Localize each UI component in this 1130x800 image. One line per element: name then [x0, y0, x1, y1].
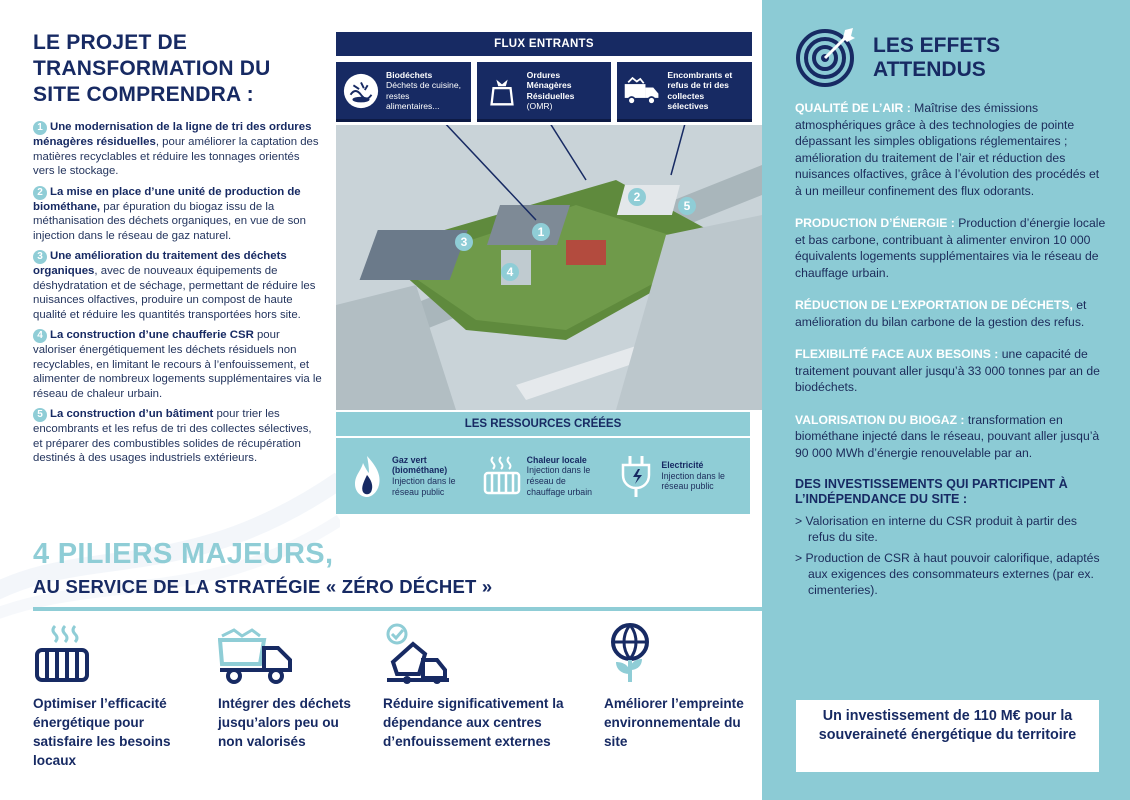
effect-energy-production: PRODUCTION D’ÉNERGIE : Production d’énergie locale et bas carbone, contribuant à alimenter environ 10 000 équivalents logements supplémentaires via le réseau de chauffage urbain.: [795, 216, 1106, 280]
flux-box-biowaste: Biodéchets Déchets de cuisine, restes alimentaires...: [336, 62, 471, 122]
number-badge: 1: [33, 121, 47, 135]
investments-list: [795, 513, 1107, 598]
pillar-label: Intégrer des déchets jusqu’alors peu ou non valorisés: [218, 696, 351, 749]
pillars-title: 4 PILIERS MAJEURS,: [33, 538, 334, 570]
pillars-subtitle: AU SERVICE DE LA STRATÉGIE « ZÉRO DÉCHET »: [33, 576, 493, 597]
resources-header: LES RESSOURCES CRÉÉES: [336, 412, 750, 436]
effect-flexibility: FLEXIBILITÉ FACE AUX BESOINS : une capacité de traitement pouvant aller jusqu’à 33 000 tonnes par an de biodéchets.: [795, 347, 1100, 394]
dump-truck-icon: [218, 622, 298, 686]
project-item: 4 La construction d’une chaufferie CSR pour valoriser énergétiquement les déchets résiduels non recyclables, en limitant le recours à l’enfouissement, et alimenter de nombreux logements supplémentaires via le réseau de chaleur urbain.: [33, 329, 322, 400]
aerial-illustration: [336, 125, 762, 410]
project-item: 3 Une amélioration du traitement des déchets organiques, avec de nouveaux équipements de déshydratation et de séchage, permettant de réduire les nuisances olfactives, produire un compost de haute qualité et réduire les quantités transportées hors site.: [33, 250, 316, 321]
effects-content: [795, 100, 1107, 603]
project-column: [33, 30, 323, 472]
flame-icon: [346, 453, 388, 499]
effect-air-quality: QUALITÉ DE L’AIR : Maîtrise des émissions atmosphériques grâce à des technologies de pointe dépassant les simples obligations réglementaires ; amélioration du traitement de l’air et réduction des nuisances olfactives, grâce à l’évolution des procédés et à un meilleur confinement des flux odorants.: [795, 101, 1100, 198]
project-list: [33, 120, 323, 466]
map-marker-3: 3: [455, 233, 473, 251]
globe-plant-icon: [604, 622, 668, 686]
reduce-landfill-icon: [383, 622, 453, 686]
pillar-energy: [33, 622, 193, 770]
pillar-integrate: [218, 622, 358, 751]
map-marker-4: 4: [501, 263, 519, 281]
flux-header: FLUX ENTRANTS: [336, 32, 752, 56]
biowaste-icon: [342, 72, 380, 110]
pillar-label: Optimiser l’efficacité énergétique pour satisfaire les besoins locaux: [33, 696, 171, 768]
target-icon: [795, 24, 859, 88]
resource-heat: Chaleur locale Injection dans le réseau de chauffage urbain: [481, 444, 606, 508]
investment-highlight-box: Un investissement de 110 M€ pour la souveraineté énergétique du territoire: [796, 700, 1099, 772]
project-item: 2 La mise en place d’une unité de production de biométhane, par épuration du biogaz issu de la méthanisation des déchets organiques, en vue de son injection dans le réseau de gaz naturel.: [33, 185, 306, 242]
plug-icon: [615, 453, 657, 499]
resource-gas: Gaz vert (biométhane) Injection dans le réseau public: [346, 444, 471, 508]
project-item: 1 Une modernisation de la ligne de tri des ordures ménagères résiduelles, pour améliorer la captation des matières recyclables et réduire les tonnages orientés vers le stockage.: [33, 121, 319, 177]
investment-item: > Valorisation en interne du CSR produit à partir des refus du site.: [795, 514, 1077, 544]
number-badge: 5: [33, 408, 47, 422]
flux-boxes: [336, 62, 752, 122]
map-marker-5: 5: [678, 197, 696, 215]
truck-icon: [623, 72, 661, 110]
map-marker-2: 2: [628, 188, 646, 206]
pillar-reduce: [383, 622, 583, 751]
page-title: LE PROJET DE TRANSFORMATION DU SITE COMPRENDRA :: [33, 31, 271, 106]
radiator-icon: [481, 453, 523, 499]
number-badge: 3: [33, 250, 47, 264]
pillar-label: Améliorer l’empreinte environnementale du site: [604, 696, 744, 749]
resources-boxes: [336, 438, 750, 514]
flux-box-omr: Ordures Ménagères Résiduelles (OMR): [477, 62, 612, 122]
number-badge: 4: [33, 329, 47, 343]
flux-box-encombrants: Encombrants et refus de tri des collectes sélectives: [617, 62, 752, 122]
radiator-icon: [33, 622, 97, 686]
pillar-label: Réduire significativement la dépendance aux centres d’enfouissement externes: [383, 696, 564, 749]
investment-item: > Production de CSR à haut pouvoir calorifique, adaptés aux exigences des consommateurs externes (par ex. cimenteries).: [795, 551, 1100, 597]
site-aerial-view: [336, 125, 762, 410]
effect-waste-export: RÉDUCTION DE L’EXPORTATION DE DÉCHETS, et amélioration du bilan carbone de la gestion des refus.: [795, 298, 1087, 329]
map-marker-1: 1: [532, 223, 550, 241]
pillar-environment: [604, 622, 754, 751]
resource-electricity: Electricité Injection dans le réseau public: [615, 444, 740, 508]
project-item: 5 La construction d’un bâtiment pour trier les encombrants et les refus de tri des collectes sélectives, et préparer des combustibles solides de récupération destinés à des usages industriels extérieurs.: [33, 408, 312, 464]
effects-title: LES EFFETS ATTENDUS: [873, 34, 1001, 81]
number-badge: 2: [33, 186, 47, 200]
pillars-divider: [33, 607, 762, 611]
garbage-bag-icon: [483, 72, 521, 110]
investments-title: DES INVESTISSEMENTS QUI PARTICIPENT À L’INDÉPENDANCE DU SITE :: [795, 477, 1068, 506]
effect-biogas: VALORISATION DU BIOGAZ : transformation en biométhane injecté dans le réseau, pouvant aller jusqu’à 90 000 MWh d’énergie renouvelable par an.: [795, 412, 1100, 460]
